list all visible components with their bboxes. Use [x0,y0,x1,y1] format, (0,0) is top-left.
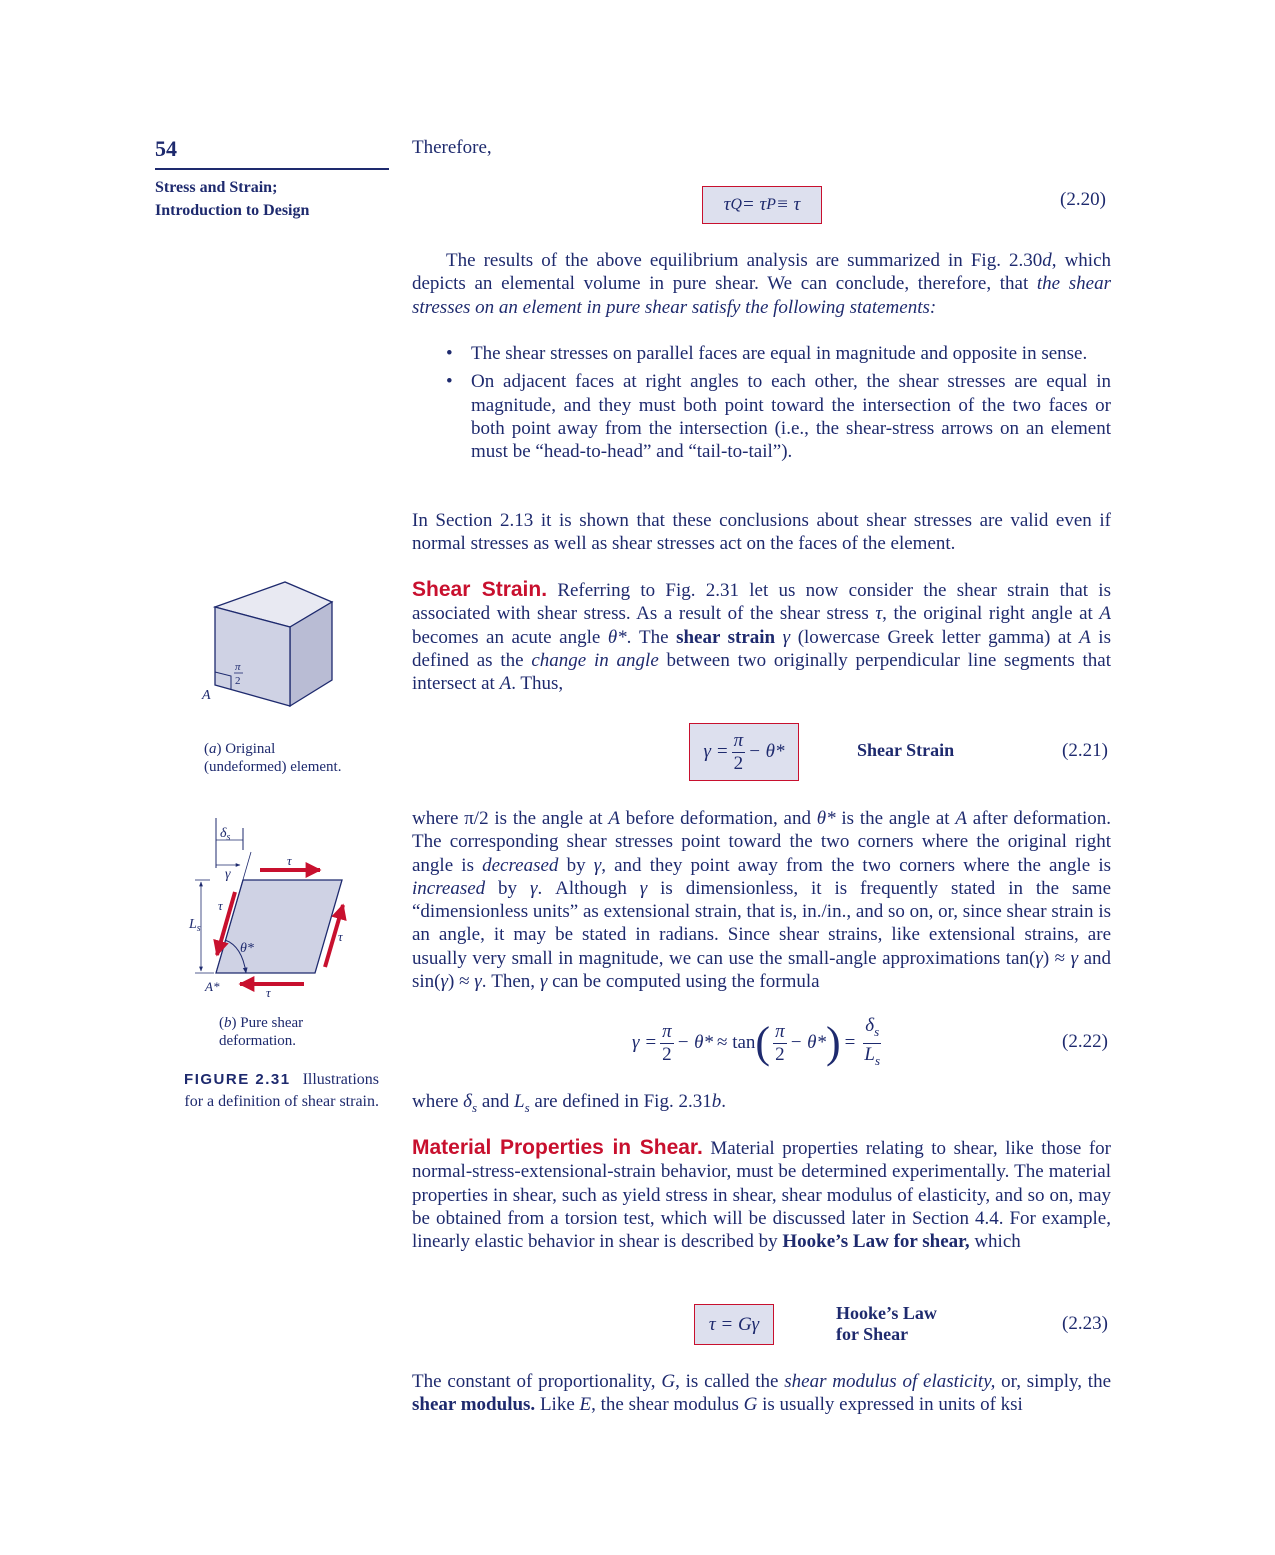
label-tau-bottom: τ [266,985,271,1000]
paragraph-deformation: where π/2 is the angle at A before deformation, and θ* is the angle at A after deformation. The corresponding shear stresses point toward the two corners where the original right angle is decreased by γ, and they point away from the two corners where the angle is increased by γ. Although γ is dimensionless, it is frequently stated in the same “dimensionless units” as extensional strain, that is, in./in., and so on, or, since shear strain is an angle, it may be stated in radians. Since shear strains, like extensional strains, are usually very small in magnitude, we can use the small-angle approximations tan(γ) ≈ γ and sin(γ) ≈ γ. Then, γ can be computed using the formula [412,808,1112,993]
equation-2-23: τ = Gγ [694,1304,774,1345]
paragraph-delta-ls: where $\delta_s$ and $L_s$ are defined in Fig. 2.31b. [412,1091,726,1115]
running-head-line1: Stress and Strain; [155,179,278,196]
equation-number-2-21: (2.21) [1062,740,1108,761]
label-two: 2 [235,675,241,687]
running-head-line2: Introduction to Design [155,202,310,219]
label-A: A [202,688,211,703]
paragraph-shear-modulus: The constant of proportionality, G, is called the shear modulus of elasticity, or, simply, the shear modulus. Like E, the shear modulus G is usually expressed in units of ksi [412,1371,1111,1416]
shear-stress-statements [446,342,1111,468]
figure-a-caption: (a) Original (undeformed) element. [204,741,342,775]
label-tau-right: τ [338,929,343,944]
bullet-parallel-faces: • The shear stresses on parallel faces are equal in magnitude and opposite in sense. [446,342,1111,365]
page-number: 54 [155,136,177,161]
equation-2-20: τ Q = τ P ≡ τ [702,186,822,224]
label-theta: θ* [240,941,254,956]
therefore-text: Therefore, [412,137,492,158]
figure-b-shear-deformation [180,810,370,1000]
figure-a-cube [195,575,345,710]
label-hookes-law: Hooke’s Law for Shear [836,1303,937,1344]
label-tau-top: τ [287,853,292,868]
figure-label: FIGURE 2.31 [184,1071,291,1088]
paragraph-shear-strain: Shear Strain. Referring to Fig. 2.31 let us now consider the shear strain that is associated with shear stress. As a result of the shear stress τ, the original right angle at A becomes an acute angle θ*. The shear strain γ (lowercase Greek letter gamma) at A is defined as the change in angle between two originally perpendicular line segments that intersect at A. Thus, [412,578,1112,695]
label-tau-left: τ [218,898,223,913]
heading-material-properties: Material Properties in Shear. [412,1136,703,1159]
figure-2-31-caption: FIGURE 2.31 Illustrations for a definition of shear strain. [184,1071,379,1110]
paragraph-equilibrium: The results of the above equilibrium analysis are summarized in Fig. 2.30d, which depicts an elemental volume in pure shear. We can conclude, therefore, that the shear stresses on an element in pure shear satisfy the following statements: [412,250,1112,318]
header-rule [155,168,389,170]
label-Astar: A* [205,979,220,994]
figure-b-caption: (b) Pure shear deformation. [219,1015,304,1049]
label-delta: $\delta_s$ [220,826,231,843]
running-head [155,176,309,222]
equation-number-2-22: (2.22) [1062,1031,1108,1052]
paragraph-material-properties: Material Properties in Shear. Material properties relating to shear, like those for normal-stress-extensional-strain behavior, must be determined experimentally. The material properties in shear, such as yield stress in shear, shear modulus of elasticity, and so on, may be obtained from a torsion test, which will be discussed later in Section 4.4. For example, linearly elastic behavior in shear is described by Hooke’s Law for shear, which [412,1136,1112,1253]
paragraph-section-2-13: In Section 2.13 it is shown that these conclusions about shear stresses are valid even if normal stresses as well as shear stresses act on the faces of the element. [412,510,1111,555]
label-pi: π [235,661,241,673]
label-Ls: $L_s$ [189,917,201,934]
equation-number-2-20: (2.20) [1060,189,1106,210]
label-gamma: γ [225,867,231,882]
equation-2-21: γ = $\frac{\pi}{2}$ − θ* [689,723,799,781]
equation-number-2-23: (2.23) [1062,1313,1108,1334]
label-shear-strain: Shear Strain [857,740,955,760]
bullet-adjacent-faces: • On adjacent faces at right angles to each other, the shear stresses are equal in magnitude, and they must both point toward the intersection of the two faces or both point away from the intersection (i.e., the shear-stress arrows on an element must be “head-to-head” and “tail-to-tail”). [446,370,1111,463]
equation-2-22: γ = $\frac{\pi}{2}$ − θ* ≈ tan ( $\frac{\pi}{2}$ − θ* ) = $\frac{\delta_s}{L_s}$ [632,1014,881,1068]
heading-shear-strain: Shear Strain. [412,578,548,601]
